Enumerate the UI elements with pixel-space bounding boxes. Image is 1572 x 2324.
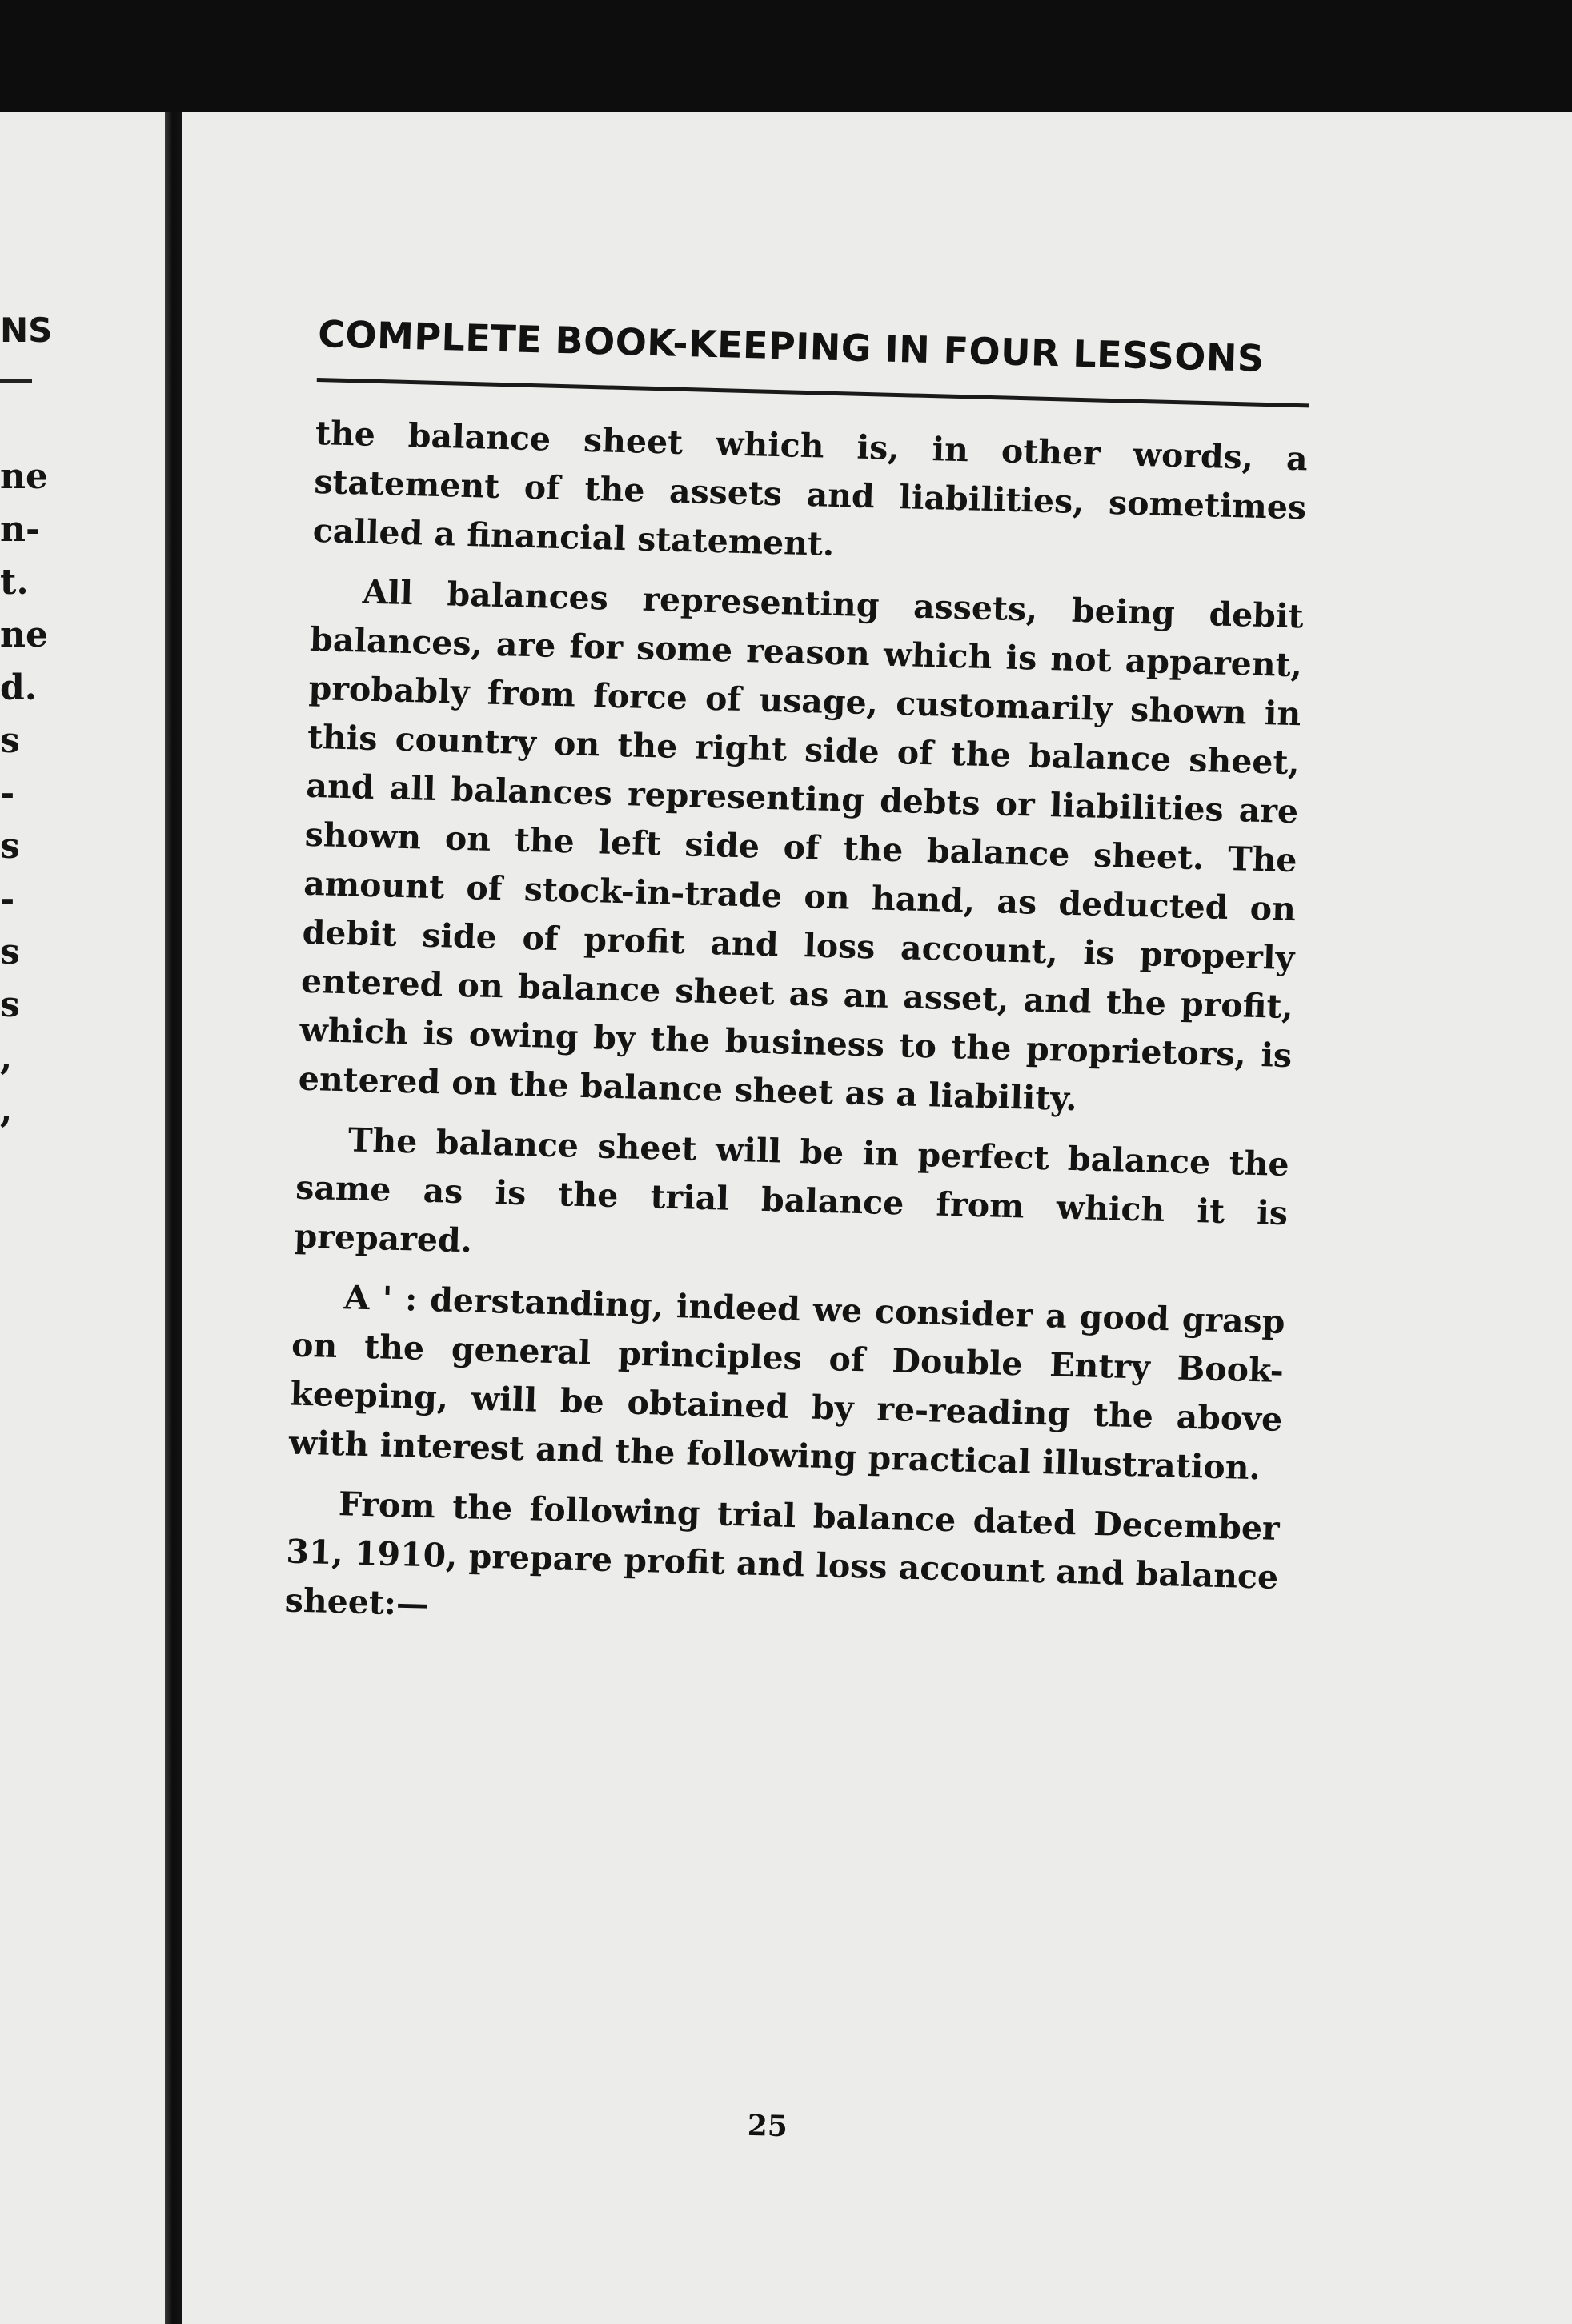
paragraph: From the following trial balance dated December 31, 1910, prepare profit and loss account and balance sheet:— bbox=[284, 1485, 1281, 1624]
left-line-fragment: - bbox=[0, 879, 15, 920]
paragraph: A ' : derstanding, indeed we consider a good grasp on the general principles of Double Entry Book-keeping, will be obtained by re-reading the above with interest and the following practical illustration. bbox=[288, 1278, 1286, 1488]
paragraph: the balance sheet which is, in other words, a statement of the assets and liabilities, sometimes called a financial statement. bbox=[312, 413, 1309, 563]
left-line-fragment: , bbox=[0, 1037, 13, 1078]
left-line-fragment: s bbox=[0, 826, 20, 867]
left-line-fragment: s bbox=[0, 932, 20, 972]
paragraph: The balance sheet will be in perfect balance the same as is the trial balance from which it is prepared. bbox=[294, 1120, 1290, 1260]
running-head-rule bbox=[317, 378, 1309, 407]
left-head-rule bbox=[0, 379, 32, 383]
left-line-fragment: s bbox=[0, 720, 20, 761]
left-page-fragment bbox=[0, 112, 165, 2324]
left-line-fragment: , bbox=[0, 1090, 13, 1131]
book-page bbox=[182, 112, 1572, 2324]
left-line-fragment: ne bbox=[0, 615, 48, 655]
left-line-fragment: t. bbox=[0, 562, 29, 603]
left-line-fragment: s bbox=[0, 984, 20, 1025]
left-running-head-fragment: NS bbox=[0, 311, 53, 350]
page-number: 25 bbox=[747, 2108, 788, 2144]
book-gutter bbox=[165, 112, 182, 2324]
left-line-fragment: ne bbox=[0, 456, 48, 497]
running-head: COMPLETE BOOK-KEEPING IN FOUR LESSONS bbox=[317, 312, 1265, 380]
left-line-fragment: - bbox=[0, 773, 15, 814]
paragraph: All balances representing assets, being debit balances, are for some reason which is not apparent, probably from force of usage, customarily shown in this country on the right side of the balance sheet, and all balances representing debts or liabilities are shown on the left side of the balance sheet. The amount of stock-in-trade on hand, as deducted on debit side of profit and loss account, is properly entered on balance sheet as an asset, and the profit, which is owing by the business to the proprietors, is entered on the balance sheet as a liability. bbox=[298, 572, 1305, 1119]
left-line-fragment: n- bbox=[0, 509, 41, 550]
left-line-fragment: d. bbox=[0, 667, 38, 708]
page-content bbox=[284, 312, 1311, 2144]
